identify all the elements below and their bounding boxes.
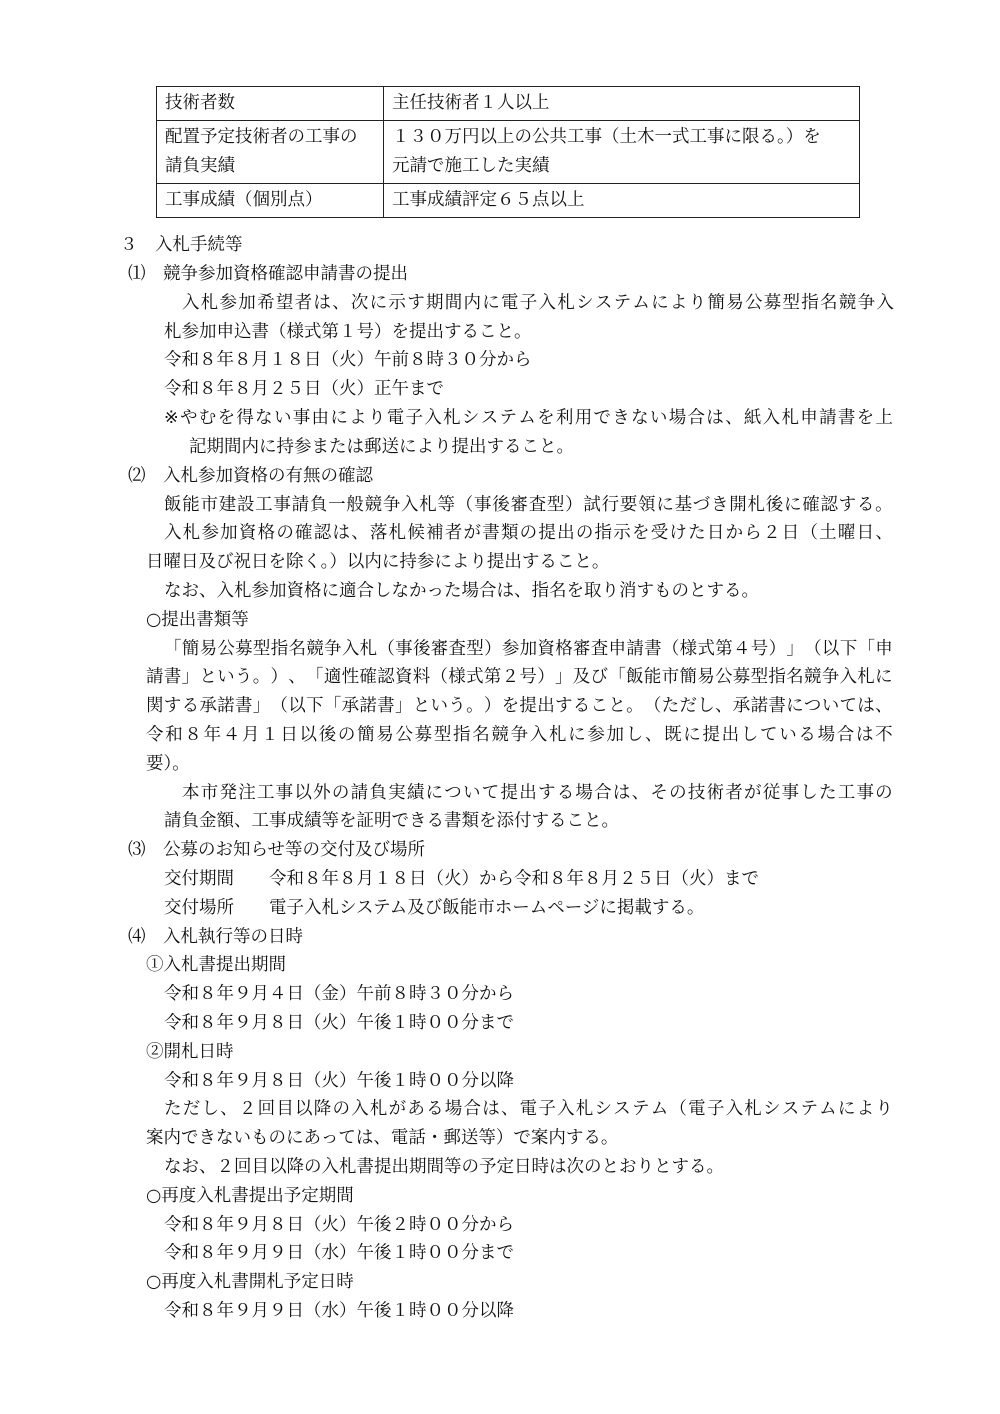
text-line: 記期間内に持参または郵送により提出すること。	[189, 437, 574, 457]
text-line: 令 和 ８ 年 ４ 月 １ 日 以 後 の 簡 易 公 募 型 指 名 競 争 入 札 に 参 加 し 、 既 に 提 出 し て い る 場 合 は 不	[146, 725, 893, 745]
text-line: ３ 入札手続等	[120, 235, 243, 255]
table-label-cell: 配置予定技術者の工事の 請負実績	[157, 121, 384, 184]
text-line: ⑷ 入札執行等の日時	[128, 927, 303, 947]
text-line: 令和８年８月２５日（火）正午まで	[164, 379, 444, 399]
table-label-cell: 技術者数	[157, 87, 384, 121]
text-line: ○再度入札書開札予定日時	[146, 1272, 354, 1292]
text-line: 令和８年９月８日（火）午後１時００分以降	[164, 1071, 514, 1091]
table-value-cell: 主任技術者１人以上	[384, 87, 860, 121]
text-line: 請負金額、工事成績等を証明できる書類を添付すること。	[164, 811, 619, 831]
text-line: 案内できないものにあっては、電話・郵送等）で案内する。	[146, 1128, 619, 1148]
text-line: ○提出書類等	[146, 610, 249, 630]
text-line: 関 す る 承 諾 書 」 （ 以 下 「 承 諾 書 」 と い う 。 ） を 提 出 す る こ と 。 （ た だ し 、 承 諾 書 に つ い て は 、	[146, 696, 893, 716]
text-line: 入 札 参 加 資 格 の 確 認 は 、 落 札 候 補 者 が 書 類 の 提 出 の 指 示 を 受 け た 日 か ら ２ 日 （ 土 曜 日 、	[164, 523, 893, 543]
text-line: 令和８年９月４日（金）午前８時３０分から	[164, 984, 514, 1004]
text-line: ⑵ 入札参加資格の有無の確認	[128, 466, 373, 486]
text-line: ①入札書提出期間	[146, 955, 286, 975]
text-line: ②開札日時	[146, 1042, 234, 1062]
table-value-cell: １３０万円以上の公共工事（土木一式工事に限る。）を 元請で施工した実績	[384, 121, 860, 184]
text-line: ⑴ 競争参加資格確認申請書の提出	[128, 264, 408, 284]
text-line: 令和８年９月８日（火）午後１時００分まで	[164, 1013, 514, 1033]
text-line: 要）。	[146, 754, 190, 774]
requirements-table	[156, 86, 860, 218]
text-line: 「 簡 易 公 募 型 指 名 競 争 入 札 （ 事 後 審 査 型 ） 参 加 資 格 審 査 申 請 書 （ 様 式 第 ４ 号 ） 」 （ 以 下 「 申	[164, 639, 893, 659]
text-line: 飯 能 市 建 設 工 事 請 負 一 般 競 争 入 札 等 （ 事 後 審 査 型 ） 試 行 要 領 に 基 づ き 開 札 後 に 確 認 す る 。	[164, 495, 893, 515]
text-line: ※ や む を 得 な い 事 由 に よ り 電 子 入 札 シ ス テ ム を 利 用 で き な い 場 合 は 、 紙 入 札 申 請 書 を 上	[164, 408, 893, 428]
text-line: 令和８年９月９日（水）午後１時００分以降	[164, 1301, 514, 1321]
text-line: ⑶ 公募のお知らせ等の交付及び場所	[128, 840, 425, 860]
table-row	[157, 121, 860, 184]
table-row	[157, 184, 860, 218]
table-row	[157, 87, 860, 121]
text-line: なお、入札参加資格に適合しなかった場合は、指名を取り消すものとする。	[164, 581, 759, 601]
text-line: 令和８年９月８日（火）午後２時００分から	[164, 1215, 514, 1235]
text-line: 交付期間 令和８年８月１８日（火）から令和８年８月２５日（火）まで	[164, 869, 759, 889]
text-line: た だ し 、 ２ 回 目 以 降 の 入 札 が あ る 場 合 は 、 電 子 入 札 シ ス テ ム （ 電 子 入 札 シ ス テ ム に よ り	[164, 1099, 893, 1119]
text-line: 日曜日及び祝日を除く。）以内に持参により提出すること。	[146, 552, 610, 572]
text-line: 交付場所 電子入札システム及び飯能市ホームページに掲載する。	[164, 898, 705, 918]
text-line: ○再度入札書提出予定期間	[146, 1186, 354, 1206]
text-line: 令和８年８月１８日（火）午前８時３０分から	[164, 350, 532, 370]
text-line: 札参加申込書（様式第１号）を提出すること。	[164, 322, 532, 342]
table-value-cell: 工事成績評定６５点以上	[384, 184, 860, 218]
text-line: 入 札 参 加 希 望 者 は 、 次 に 示 す 期 間 内 に 電 子 入 札 シ ス テ ム に よ り 簡 易 公 募 型 指 名 競 争 入	[182, 293, 894, 313]
text-line: 請 書 」 と い う 。 ） 、 「 適 性 確 認 資 料 （ 様 式 第 ２ 号 ） 」 及 び 「 飯 能 市 簡 易 公 募 型 指 名 競 争 入 札 に	[146, 667, 893, 687]
text-line: 令和８年９月９日（水）午後１時００分まで	[164, 1243, 514, 1263]
text-line: 本 市 発 注 工 事 以 外 の 請 負 実 績 に つ い て 提 出 す る 場 合 は 、 そ の 技 術 者 が 従 事 し た 工 事 の	[182, 783, 893, 803]
table-label-cell: 工事成績（個別点）	[157, 184, 384, 218]
text-line: なお、２回目以降の入札書提出期間等の予定日時は次のとおりとする。	[164, 1157, 724, 1177]
